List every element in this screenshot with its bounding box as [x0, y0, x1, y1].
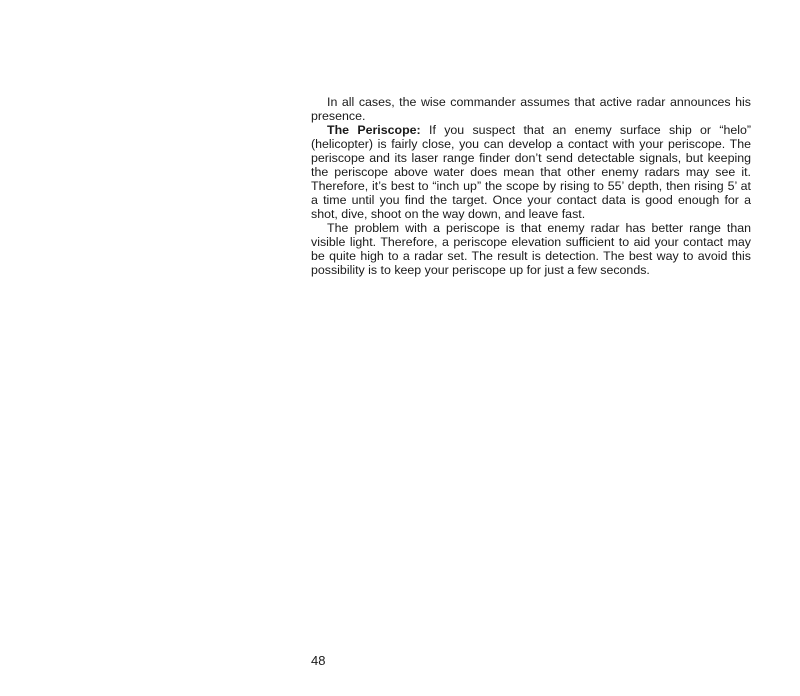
page-number: 48 [311, 653, 326, 668]
paragraph-periscope-detection: The problem with a periscope is that enemy radar has better range than visible light. Therefore, a periscope elevation sufficient to aid your contact may be quite high to a radar set. The result is detection. The best way to avoid this possibility is to keep your periscope up for just a few seconds. [311, 221, 751, 277]
paragraph-radar-warning: In all cases, the wise commander assumes that active radar announces his presence. [311, 95, 751, 123]
paragraph-periscope [311, 123, 751, 221]
periscope-text: If you suspect that an enemy surface ship or “helo” (helicopter) is fairly close, you can develop a contact with your periscope. The periscope and its laser range finder don’t send detectable signals, but keeping the periscope above water does mean that other enemy radars may see it. Therefore, it’s best to “inch up” the scope by rising to 55’ depth, then rising 5’ at a time until you find the target. Once your contact data is good enough for a shot, dive, shoot on the way down, and leave fast. [311, 123, 752, 221]
periscope-heading: The Periscope: [327, 123, 421, 137]
body-text [311, 95, 751, 277]
